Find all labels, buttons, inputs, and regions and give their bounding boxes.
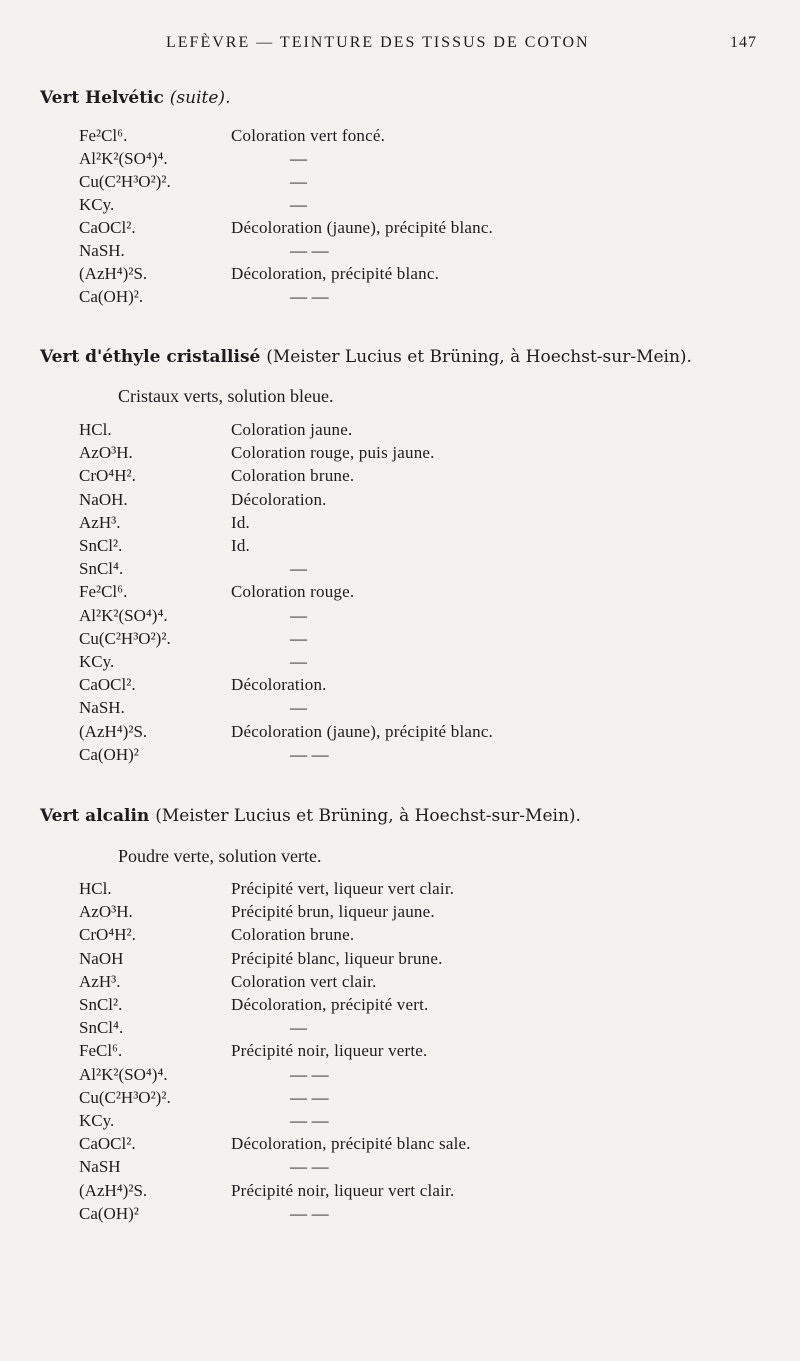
reaction-description: Décoloration, précipité blanc. xyxy=(231,264,440,283)
section-subtitle: (suite). xyxy=(169,88,231,108)
reaction-description: Précipité noir, liqueur verte. xyxy=(231,1041,428,1061)
reagent-formula: KCy. xyxy=(79,652,115,671)
reagent-row xyxy=(0,1065,800,1088)
reaction-description: Décoloration, précipité blanc sale. xyxy=(231,1134,471,1154)
reaction-description: Précipité vert, liqueur vert clair. xyxy=(231,879,455,898)
reagent-row xyxy=(0,698,800,721)
reagent-row xyxy=(0,466,800,489)
reaction-description: — — xyxy=(290,1111,329,1130)
reagent-row xyxy=(0,629,800,652)
reagent-row xyxy=(0,606,800,629)
reagent-formula: HCl. xyxy=(79,420,112,439)
reaction-description: Précipité brun, liqueur jaune. xyxy=(231,902,435,922)
reagent-formula: Ca(OH)² xyxy=(79,744,139,764)
reagent-row xyxy=(0,559,800,582)
running-head xyxy=(0,34,800,58)
reagent-formula: Cu(C²H³O²)². xyxy=(79,628,171,648)
reagent-row xyxy=(0,925,800,948)
reaction-description: Coloration vert foncé. xyxy=(231,126,386,145)
reagent-formula: Ca(OH)² xyxy=(79,1203,139,1223)
reagent-row xyxy=(0,1134,800,1157)
reaction-description: Coloration rouge. xyxy=(231,582,355,602)
reagent-row xyxy=(0,1018,800,1041)
reaction-description: — — xyxy=(290,1087,329,1107)
reaction-description: — xyxy=(290,1018,308,1038)
reagent-formula: SnCl². xyxy=(79,536,123,555)
section-subtitle: (Meister Lucius et Brüning, à Hoechst-sur-Mein). xyxy=(155,806,581,826)
reaction-description: Coloration vert clair. xyxy=(231,971,377,991)
reagent-row xyxy=(0,195,800,218)
reagent-row xyxy=(0,443,800,466)
reagent-row xyxy=(0,722,800,745)
reaction-description: — xyxy=(290,605,308,625)
reagent-formula: KCy. xyxy=(79,195,115,214)
reagent-formula: Cu(C²H³O²)². xyxy=(79,172,171,191)
reaction-description: — — xyxy=(290,1157,329,1177)
reagent-formula: CaOCl². xyxy=(79,1134,136,1154)
reagent-formula: SnCl². xyxy=(79,995,123,1014)
reagent-formula: NaOH. xyxy=(79,489,128,509)
reagent-row xyxy=(0,972,800,995)
reagent-formula: CaOCl². xyxy=(79,218,136,237)
section-intro: Cristaux verts, solution bleue. xyxy=(118,386,334,406)
reagent-formula: AzO³H. xyxy=(79,443,133,463)
reagent-formula: Al²K²(SO⁴)⁴. xyxy=(79,1064,168,1084)
reagent-row xyxy=(0,1204,800,1227)
reaction-description: — xyxy=(290,698,308,718)
reagent-formula: FeCl⁶. xyxy=(79,1041,123,1061)
reaction-description: Décoloration (jaune), précipité blanc. xyxy=(231,218,494,237)
reaction-description: — — xyxy=(290,241,329,260)
reagent-row xyxy=(0,652,800,675)
page-number: 147 xyxy=(730,34,757,51)
reaction-description: Décoloration (jaune), précipité blanc. xyxy=(231,721,494,741)
reaction-description: — — xyxy=(290,744,329,764)
reagent-formula: AzH³. xyxy=(79,512,121,532)
reagent-row xyxy=(0,513,800,536)
reagent-row xyxy=(0,172,800,195)
reagent-formula: CrO⁴H². xyxy=(79,466,136,486)
reagent-row xyxy=(0,1041,800,1064)
reagent-row xyxy=(0,536,800,559)
section-title-vert-helvetic xyxy=(40,88,780,114)
reagent-row xyxy=(0,902,800,925)
reaction-description: Précipité noir, liqueur vert clair. xyxy=(231,1180,455,1200)
reagent-formula: NaSH xyxy=(79,1157,121,1177)
running-title: LEFÈVRE — TEINTURE DES TISSUS DE COTON xyxy=(166,34,590,51)
reaction-description: Décoloration. xyxy=(231,489,327,509)
section-title-vert-alcalin xyxy=(40,806,780,832)
reaction-description: Coloration rouge, puis jaune. xyxy=(231,443,435,463)
reagent-row xyxy=(0,126,800,149)
reaction-description: Coloration brune. xyxy=(231,925,355,945)
reaction-description: Id. xyxy=(231,536,251,555)
reagent-formula: SnCl⁴. xyxy=(79,559,124,579)
reagent-row xyxy=(0,218,800,241)
section-name: Vert Helvétic xyxy=(40,88,170,108)
reagent-row xyxy=(0,241,800,264)
reagent-formula: NaSH. xyxy=(79,698,125,718)
reagent-formula: CaOCl². xyxy=(79,675,136,695)
reaction-description: — xyxy=(290,172,308,191)
reagent-formula: (AzH⁴)²S. xyxy=(79,264,148,283)
reaction-description: Décoloration. xyxy=(231,675,327,695)
reagent-row xyxy=(0,420,800,443)
reagent-formula: Al²K²(SO⁴)⁴. xyxy=(79,149,168,168)
section-subtitle: (Meister Lucius et Brüning, à Hoechst-sur-Mein). xyxy=(266,347,692,367)
reagent-row xyxy=(0,1088,800,1111)
reagent-formula: NaOH xyxy=(79,948,124,968)
reagent-formula: Fe²Cl⁶. xyxy=(79,126,128,145)
reagent-formula: NaSH. xyxy=(79,241,125,260)
reagent-row xyxy=(0,287,800,310)
reagent-row xyxy=(0,490,800,513)
reagent-row xyxy=(0,1157,800,1180)
reagent-formula: Cu(C²H³O²)². xyxy=(79,1087,171,1107)
reagent-formula: (AzH⁴)²S. xyxy=(79,721,148,741)
reagent-row xyxy=(0,745,800,768)
reaction-description: — xyxy=(290,652,308,671)
reaction-description: — xyxy=(290,628,308,648)
reagent-formula: Al²K²(SO⁴)⁴. xyxy=(79,605,168,625)
reaction-description: — xyxy=(290,559,308,579)
reaction-description: — — xyxy=(290,287,329,306)
reagent-row xyxy=(0,1181,800,1204)
reagent-formula: CrO⁴H². xyxy=(79,925,136,945)
reagent-formula: Ca(OH)². xyxy=(79,287,144,306)
reagent-row xyxy=(0,149,800,172)
reagent-formula: Fe²Cl⁶. xyxy=(79,582,128,602)
reagent-row xyxy=(0,264,800,287)
reaction-description: Décoloration, précipité vert. xyxy=(231,995,429,1014)
reaction-description: — — xyxy=(290,1064,329,1084)
reagent-formula: KCy. xyxy=(79,1111,115,1130)
reagent-row xyxy=(0,582,800,605)
reagent-row xyxy=(0,949,800,972)
reagent-formula: AzH³. xyxy=(79,971,121,991)
reaction-description: Id. xyxy=(231,512,251,532)
reagent-formula: AzO³H. xyxy=(79,902,133,922)
reaction-description: — xyxy=(290,195,308,214)
reaction-description: Coloration brune. xyxy=(231,466,355,486)
reagent-formula: HCl. xyxy=(79,879,112,898)
reagent-row xyxy=(0,1111,800,1134)
reagent-formula: (AzH⁴)²S. xyxy=(79,1180,148,1200)
reagent-row xyxy=(0,675,800,698)
section-title-vert-ethyle xyxy=(40,347,780,373)
section-name: Vert d'éthyle cristallisé xyxy=(40,347,267,367)
section-intro: Poudre verte, solution verte. xyxy=(118,846,322,866)
reaction-description: Précipité blanc, liqueur brune. xyxy=(231,948,443,968)
reaction-description: — xyxy=(290,149,308,168)
reagent-row xyxy=(0,995,800,1018)
reagent-formula: SnCl⁴. xyxy=(79,1018,124,1038)
reaction-description: — — xyxy=(290,1203,329,1223)
section-name: Vert alcalin xyxy=(40,806,156,826)
reaction-description: Coloration jaune. xyxy=(231,420,353,439)
reagent-row xyxy=(0,879,800,902)
